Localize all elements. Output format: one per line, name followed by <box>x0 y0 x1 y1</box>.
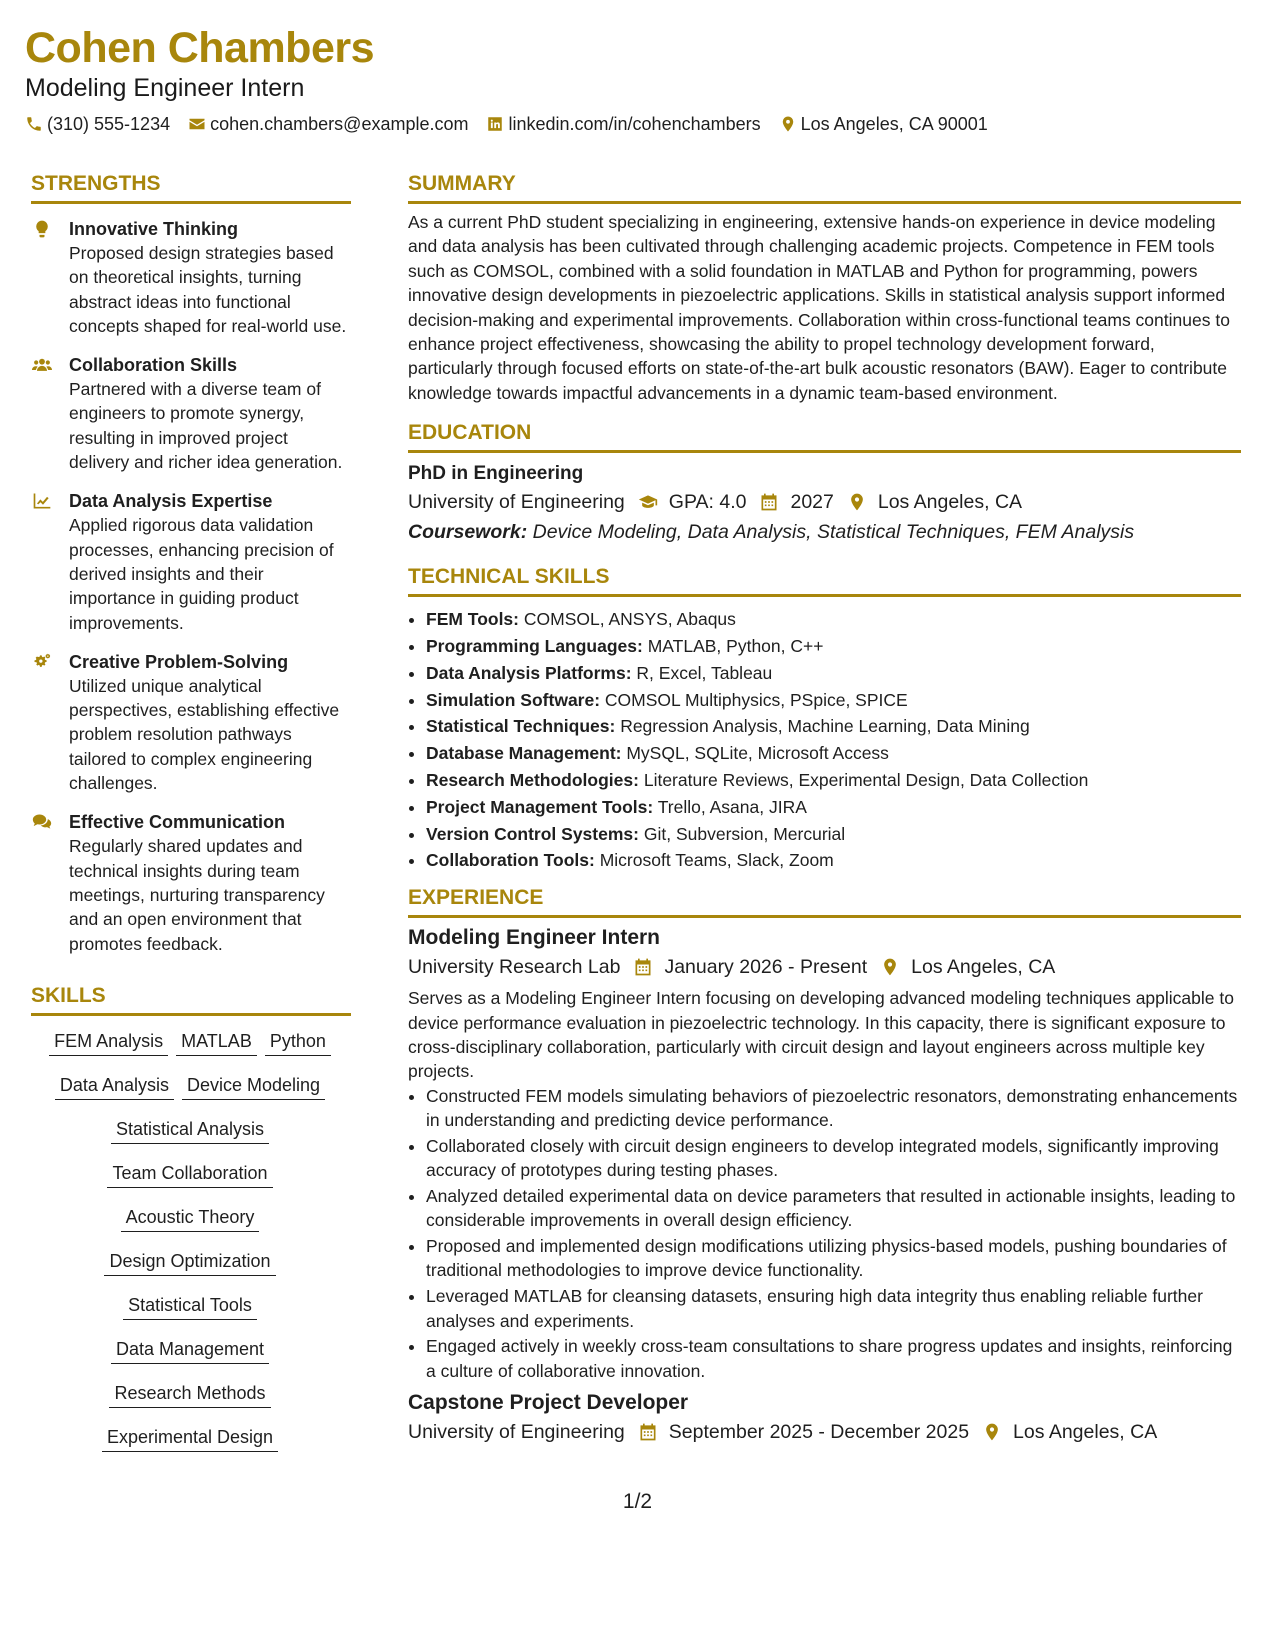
skill-row <box>31 1029 349 1056</box>
summary-heading: SUMMARY <box>408 170 1241 204</box>
coursework-list: Device Modeling, Data Analysis, Statistical Techniques, FEM Analysis <box>532 521 1135 544</box>
map-pin-icon <box>846 492 868 512</box>
job-entry <box>408 1389 1241 1447</box>
list-item: • Proposed and implemented design modifications utilizing physics-based models, pushing boundaries of traditional methodologies to improve device functionality. <box>426 1234 1241 1283</box>
list-item: • Leveraged MATLAB for cleansing datasets, ensuring high data integrity thus enabling reliable further analyses and experiments. <box>426 1284 1241 1333</box>
list-item <box>426 660 1241 687</box>
skill-category: Project Management Tools: <box>426 796 654 817</box>
skill-values: Git, Subversion, Mercurial <box>643 823 846 844</box>
skill-category: Version Control Systems: <box>426 823 639 844</box>
skill-category: Programming Languages: <box>426 636 643 657</box>
phone-text: (310) 555-1234 <box>47 114 171 134</box>
map-pin-icon <box>981 1422 1003 1442</box>
education-location: Los Angeles, CA <box>877 491 1023 514</box>
list-item <box>426 687 1241 714</box>
strength-desc: Applied rigorous data validation processes, enhancing precision of derived insights and their importance in guiding product improvements. <box>69 515 334 633</box>
skills-tags <box>31 1029 349 1452</box>
skill-category: Research Methodologies: <box>426 770 639 791</box>
skill-tag: MATLAB <box>176 1029 257 1056</box>
strength-title: Collaboration Skills <box>69 355 238 376</box>
skill-category: Collaboration Tools: <box>426 850 595 871</box>
left-column <box>31 170 351 1469</box>
skill-row <box>31 1425 349 1452</box>
strength-item <box>31 353 351 474</box>
skill-tag: Data Analysis <box>55 1073 174 1100</box>
strength-item <box>31 217 351 338</box>
envelope-icon <box>188 115 206 133</box>
strength-title: Data Analysis Expertise <box>69 491 273 512</box>
job-location: Los Angeles, CA <box>1013 1420 1158 1443</box>
list-item: • Collaborated closely with circuit design engineers to develop integrated models, significantly improving accuracy of prototypes during testing phases. <box>426 1134 1241 1183</box>
resume-header <box>25 22 1250 136</box>
right-column <box>408 170 1241 1447</box>
job-meta <box>408 1417 1241 1447</box>
skill-tag: Device Modeling <box>182 1073 325 1100</box>
graduation-cap-icon <box>637 492 659 512</box>
list-item <box>426 633 1241 660</box>
contact-phone[interactable] <box>25 112 170 136</box>
job-meta <box>408 952 1241 982</box>
list-item <box>426 794 1241 821</box>
strength-item <box>31 489 351 634</box>
calendar-icon <box>637 1422 659 1442</box>
linkedin-text: linkedin.com/in/cohenchambers <box>508 114 761 134</box>
candidate-name: Cohen Chambers <box>25 24 375 72</box>
contact-bar <box>25 112 1250 136</box>
lightbulb-icon <box>31 219 53 239</box>
technical-skills-heading: TECHNICAL SKILLS <box>408 563 1241 597</box>
list-item: • Engaged actively in weekly cross-team consultations to share progress updates and insights, reinforcing a culture of collaborative innovation. <box>426 1334 1241 1383</box>
contact-linkedin[interactable] <box>486 112 760 136</box>
job-title: Capstone Project Developer <box>408 1390 689 1414</box>
list-item <box>426 606 1241 633</box>
linkedin-icon <box>486 115 504 133</box>
strengths-heading: STRENGTHS <box>31 170 351 204</box>
skill-category: Simulation Software: <box>426 689 601 710</box>
phone-icon <box>25 115 43 133</box>
skill-row <box>31 1381 349 1408</box>
strength-title: Innovative Thinking <box>69 219 239 239</box>
strength-title: Effective Communication <box>69 812 286 833</box>
skill-row <box>31 1117 349 1144</box>
job-dates: September 2025 - December 2025 <box>668 1420 970 1443</box>
education-meta <box>408 487 1241 517</box>
degree-title: PhD in Engineering <box>408 463 584 485</box>
job-entry <box>408 924 1241 1383</box>
gears-icon <box>31 652 53 672</box>
skill-values: Regression Analysis, Machine Learning, Data Mining <box>620 716 1030 737</box>
skill-tag: Acoustic Theory <box>121 1205 260 1232</box>
list-item <box>426 740 1241 767</box>
list-item: • Constructed FEM models simulating behaviors of piezoelectric resonators, demonstrating enhancements in understanding and predicting device performance. <box>426 1084 1241 1133</box>
coursework-label: Coursework: <box>408 521 528 544</box>
list-item <box>426 713 1241 740</box>
graduation-year: 2027 <box>790 491 834 514</box>
skill-tag: FEM Analysis <box>49 1029 168 1056</box>
strength-desc: Regularly shared updates and technical insights during team meetings, nurturing transparency and an open environment that promotes feedback. <box>69 836 325 954</box>
skill-row <box>31 1073 349 1100</box>
skill-row <box>31 1293 349 1320</box>
skill-values: Literature Reviews, Experimental Design, Data Collection <box>643 770 1089 791</box>
job-summary: Serves as a Modeling Engineer Intern focusing on developing advanced modeling techniques applicable to device performance evaluation in piezoelectric technology. In this capacity, there is significant exposure to cross-disciplinary collaboration, particularly with circuit design and layout engineers across multiple key projects. <box>408 988 1234 1082</box>
job-dates: January 2026 - Present <box>664 956 868 979</box>
skill-values: MATLAB, Python, C++ <box>647 636 824 657</box>
coursework <box>408 517 1241 547</box>
skill-row <box>31 1205 349 1232</box>
skill-values: COMSOL Multiphysics, PSpice, SPICE <box>604 689 908 710</box>
page-number: 1/2 <box>622 1490 653 1513</box>
experience-heading: EXPERIENCE <box>408 884 1241 918</box>
education-heading: EDUCATION <box>408 419 1241 453</box>
job-org: University of Engineering <box>408 1420 625 1443</box>
technical-skills-list <box>408 606 1241 874</box>
skill-values: Trello, Asana, JIRA <box>657 796 807 817</box>
calendar-icon <box>632 957 654 977</box>
skill-row <box>31 1249 349 1276</box>
gpa-text: GPA: 4.0 <box>668 491 747 514</box>
email-text: cohen.chambers@example.com <box>210 114 469 134</box>
calendar-icon <box>758 492 780 512</box>
location-text: Los Angeles, CA 90001 <box>800 114 988 134</box>
skill-tag: Statistical Analysis <box>111 1117 269 1144</box>
map-pin-icon <box>779 115 797 133</box>
map-pin-icon <box>879 957 901 977</box>
school-name: University of Engineering <box>408 491 625 514</box>
candidate-title: Modeling Engineer Intern <box>25 74 305 102</box>
skill-tag: Experimental Design <box>102 1425 278 1452</box>
contact-location <box>779 112 988 136</box>
summary-text: As a current PhD student specializing in engineering, extensive hands-on experience in device modeling and data analysis has been cultivated through challenging academic projects. Competence in FEM tools such as COMSOL, combined with a solid foundation in MATLAB and Python for programming, powers innovative design developments in piezoelectric applications. Skills in statistical analysis support informed decision-making and experimental improvements. Collaboration within cross-functional teams continues to enhance project effectiveness, showcasing the ability to propel technology development forward, particularly through focused efforts on state-of-the-art bulk acoustic resonators (BAW). Eager to contribute knowledge towards impactful advancements in a dynamic team-based environment. <box>408 212 1230 403</box>
skill-values: MySQL, SQLite, Microsoft Access <box>626 743 889 764</box>
strength-item <box>31 650 351 795</box>
job-title: Modeling Engineer Intern <box>408 926 661 950</box>
skill-tag: Design Optimization <box>104 1249 275 1276</box>
skill-category: FEM Tools: <box>426 609 519 630</box>
skill-tag: Research Methods <box>109 1381 270 1408</box>
users-icon <box>31 355 53 375</box>
skill-row <box>31 1337 349 1364</box>
skill-tag: Data Management <box>111 1337 269 1364</box>
job-bullets <box>408 1084 1241 1383</box>
list-item <box>426 821 1241 848</box>
skill-row <box>31 1161 349 1188</box>
chart-line-icon <box>31 491 53 511</box>
skill-values: COMSOL, ANSYS, Abaqus <box>523 609 736 630</box>
skill-category: Statistical Techniques: <box>426 716 616 737</box>
skill-tag: Statistical Tools <box>123 1293 257 1320</box>
skills-heading: SKILLS <box>31 982 351 1016</box>
strength-title: Creative Problem-Solving <box>69 651 289 672</box>
job-location: Los Angeles, CA <box>911 956 1056 979</box>
job-org: University Research Lab <box>408 956 621 979</box>
strengths-list <box>31 217 351 956</box>
strength-desc: Proposed design strategies based on theoretical insights, turning abstract ideas into functional concepts shaped for real-world use. <box>69 243 347 336</box>
skill-tag: Team Collaboration <box>107 1161 272 1188</box>
comments-icon <box>31 812 53 832</box>
skill-values: Microsoft Teams, Slack, Zoom <box>599 850 834 871</box>
list-item <box>426 767 1241 794</box>
contact-email[interactable] <box>188 112 468 136</box>
skill-category: Data Analysis Platforms: <box>426 662 632 683</box>
skill-tag: Python <box>265 1029 331 1056</box>
strength-item <box>31 810 351 955</box>
list-item: • Analyzed detailed experimental data on device parameters that resulted in actionable insights, leading to considerable improvements in overall design efficiency. <box>426 1184 1241 1233</box>
strength-desc: Partnered with a diverse team of engineers to promote synergy, resulting in improved project delivery and richer idea generation. <box>69 379 343 473</box>
skill-category: Database Management: <box>426 743 622 764</box>
strength-desc: Utilized unique analytical perspectives, establishing effective problem resolution pathways tailored to complex engineering challenges. <box>69 675 340 794</box>
list-item <box>426 847 1241 874</box>
skill-values: R, Excel, Tableau <box>636 662 773 683</box>
